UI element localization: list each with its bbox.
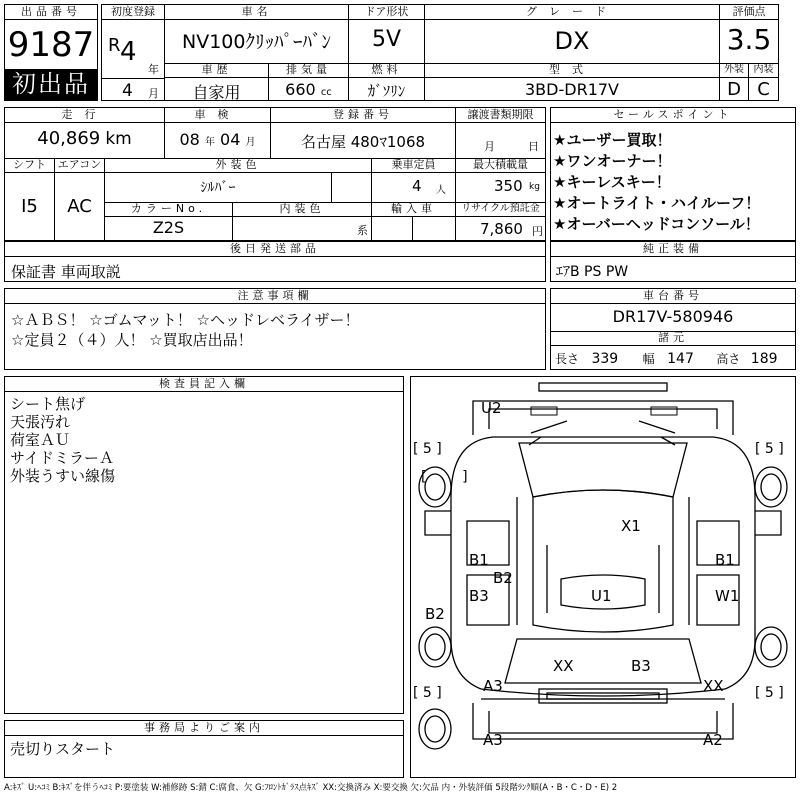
recycle-unit: 円: [532, 225, 543, 238]
color-no-value: Z2S: [152, 218, 185, 237]
shift-cell: [5, 158, 55, 240]
shift-label: シフト: [5, 158, 54, 173]
capacity-cell: [372, 158, 456, 202]
tire-mark-front-left: [ 5 ]: [413, 441, 442, 457]
fuel-cell: [349, 63, 425, 100]
transfer-label: 譲渡書類期限: [456, 108, 545, 123]
score-value: 3.5: [726, 23, 772, 56]
equipment-box: [550, 241, 796, 282]
header-grid: [101, 4, 779, 101]
lot-number-box: [4, 4, 98, 101]
ac-cell: [55, 158, 105, 240]
interior-color-label: 内装色: [233, 202, 371, 217]
door-cell: [349, 5, 425, 63]
mark-left-rear-door: B3: [469, 587, 489, 605]
legend-footer: A:ｷｽﾞ U:ﾍｺﾐ B:ｷｽﾞを伴うﾍｺﾐ P:要塗装 W:補修跡 S:錆 C:腐食、欠 G:ﾌﾛﾝﾄｶﾞﾗｽ点ｷｽﾞ XX:交換済み X:要交換 欠:欠品 内・外装評価 5段階ﾗﾝｸ順(A・B・C・D・E) 2: [4, 783, 618, 793]
exterior-color-value: ｼﾙﾊﾞｰ: [200, 180, 236, 196]
inspection-year: 08: [179, 130, 200, 149]
inspector-label: 検査員記入欄: [5, 377, 403, 392]
exterior-value: D: [727, 79, 741, 100]
exterior-color-label: 外装色: [105, 158, 371, 173]
color-no-cell: [105, 202, 233, 240]
door-value: 5V: [371, 27, 402, 52]
mark-right-front-door: B1: [715, 551, 735, 569]
mileage-label: 走行: [5, 108, 164, 123]
fuel-label: 燃料: [349, 63, 424, 78]
mark-rear-left: XX: [553, 657, 574, 675]
dims-label: 諸元: [551, 331, 795, 346]
mark-right-rear-corner: XX: [703, 677, 724, 695]
ac-label: エアコン: [55, 158, 104, 173]
width-label: 幅: [642, 352, 655, 366]
inspector-line: 外装うすい線傷: [10, 467, 116, 485]
sales-point: ★オートライト・ハイルーフ！: [553, 194, 761, 212]
documents-label: 後日発送部品: [5, 242, 545, 257]
capacity-label: 乗車定員: [372, 158, 455, 173]
transfer-cell: [456, 108, 545, 158]
reg-month: 4: [122, 81, 133, 101]
length-label: 長さ: [555, 352, 580, 366]
mark-left-front-door: B1: [469, 551, 489, 569]
mark-left-rear-corner: A3: [483, 677, 503, 695]
sales-point: ★オーバーヘッドコンソール！: [553, 215, 760, 233]
mark-left-sill: B2: [425, 605, 445, 623]
grade-cell: [425, 5, 720, 63]
exterior-label: 外装: [720, 63, 748, 78]
caution-line: ☆ＡＢＳ！ ☆ゴムマット！ ☆ヘッドレベライザー！: [11, 311, 360, 329]
reg-year: 4: [120, 37, 137, 67]
displacement-label: 排気量: [269, 63, 348, 78]
spare-tire-bracket: [ ]: [421, 469, 468, 485]
caution-label: 注意事項欄: [5, 289, 545, 304]
month-unit: 月: [148, 87, 159, 100]
sales-point: ★ユーザー買取！: [553, 131, 672, 149]
plate-cell: [271, 108, 456, 158]
inspection-month: 04: [220, 130, 241, 149]
inspector-line: サイドミラーＡ: [10, 449, 114, 467]
length-value: 339: [591, 351, 619, 367]
transfer-day-unit: 日: [528, 140, 539, 153]
car-name: NV100ｸﾘｯﾊﾟｰﾊﾞﾝ: [182, 31, 331, 53]
door-label: ドア形状: [349, 5, 424, 20]
vehicle-info-grid: [4, 107, 546, 241]
sales-points-label: セールスポイント: [551, 108, 795, 123]
inspector-line: 荷室ＡＵ: [10, 431, 71, 449]
mark-right-rear-door: W1: [715, 587, 740, 605]
inspector-line: 天張汚れ: [10, 413, 71, 431]
interior-label: 内装: [749, 63, 778, 78]
plate-value: 名古屋 480ﾏ1068: [300, 133, 426, 151]
office-value: 売切りスタート: [10, 740, 116, 758]
inspector-box: [4, 376, 404, 714]
chassis-label: 車台番号: [551, 289, 795, 304]
plate-label: 登録番号: [271, 108, 455, 123]
tire-mark-rear-left: [ 5 ]: [413, 685, 442, 701]
lot-number: 9187: [7, 25, 95, 65]
height-label: 高さ: [716, 352, 741, 366]
mark-rear-right: B3: [631, 657, 651, 675]
car-name-label: 車名: [165, 5, 348, 20]
recycle-value: 7,860: [480, 220, 523, 238]
mark-rear-bumper-right: A2: [703, 731, 723, 749]
car-outline: [411, 377, 795, 777]
history-cell: [165, 63, 269, 100]
color-no-label: カラーNo.: [105, 202, 232, 217]
recycle-label: リサイクル預託金: [456, 202, 545, 217]
interior-color-unit: 系: [357, 224, 368, 237]
ac-value: AC: [67, 196, 92, 217]
reg-era: R: [108, 35, 121, 56]
mark-roof: U1: [591, 587, 612, 605]
displacement-unit: cc: [320, 87, 332, 98]
inspection-year-unit: 年: [204, 137, 215, 148]
damage-diagram: [410, 376, 796, 778]
mark-front-bumper: U2: [481, 399, 502, 417]
interior-value: C: [757, 79, 770, 100]
grade-label: グレード: [425, 5, 719, 20]
sales-points-box: [550, 107, 796, 241]
office-label: 事務局よりご案内: [5, 721, 403, 736]
score-cell: [720, 5, 778, 63]
history-label: 車歴: [165, 63, 268, 78]
chassis-value: DR17V-580946: [612, 307, 734, 326]
model-cell: [425, 63, 720, 100]
load-cell: [456, 158, 545, 202]
first-registration-label: 初度登録: [102, 5, 164, 20]
sales-point: ★ワンオーナー！: [553, 152, 672, 170]
caution-line: ☆定員２（４）人！ ☆買取店出品！: [11, 331, 253, 349]
exterior-cell: [720, 63, 749, 100]
equipment-value: ｴｱB PS PW: [556, 264, 629, 280]
history-value: 自家用: [192, 83, 241, 102]
documents-box: [4, 241, 546, 282]
load-label: 最大積載量: [456, 158, 545, 173]
equipment-label: 純正装備: [551, 242, 795, 257]
first-registration-cell: [102, 5, 165, 100]
height-value: 189: [750, 351, 778, 367]
caution-box: [4, 288, 546, 370]
mileage-value: 40,869: [37, 128, 101, 149]
inspector-line: シート焦げ: [10, 395, 86, 413]
first-listing-badge: [5, 69, 97, 100]
model-label: 型式: [425, 63, 719, 78]
model-value: 3BD-DR17V: [525, 80, 619, 99]
interior-color-cell: [233, 202, 372, 240]
mark-rear-bumper-left: A3: [483, 731, 503, 749]
sales-point-list: [553, 130, 795, 235]
import-label: 輸入車: [372, 202, 455, 217]
displacement-cell: [269, 63, 349, 100]
mark-x1: X1: [621, 517, 641, 535]
displacement-value: 660: [285, 80, 316, 99]
inspection-month-unit: 月: [245, 137, 256, 148]
load-unit: kg: [529, 182, 540, 192]
load-value: 350: [494, 177, 523, 195]
first-listing-text: 初出品: [12, 70, 90, 98]
interior-cell: [749, 63, 778, 100]
width-value: 147: [667, 351, 694, 367]
recycle-cell: [456, 202, 545, 240]
mileage-cell: [5, 108, 165, 158]
car-name-cell: [165, 5, 349, 63]
chassis-box: [550, 288, 796, 370]
sales-point: ★キーレスキー！: [553, 173, 671, 191]
score-label: 評価点: [720, 5, 778, 20]
inspection-cell: [165, 108, 271, 158]
inspector-notes: [10, 395, 115, 485]
exterior-color-cell: [105, 158, 372, 202]
capacity-value: 4: [412, 177, 422, 195]
tire-mark-front-right: [ 5 ]: [755, 441, 784, 457]
import-cell: [372, 202, 456, 240]
grade-value: DX: [554, 27, 590, 55]
lot-number-label: 出品番号: [5, 5, 97, 20]
mileage-unit: km: [105, 129, 132, 149]
tire-mark-rear-right: [ 5 ]: [755, 685, 784, 701]
shift-value: I5: [21, 196, 38, 217]
office-box: [4, 720, 404, 778]
capacity-unit: 人: [436, 185, 446, 196]
inspection-label: 車検: [165, 108, 270, 123]
documents-value: 保証書 車両取説: [11, 263, 121, 281]
fuel-value: ｶﾞｿﾘﾝ: [367, 82, 406, 100]
mark-left-b2: B2: [493, 569, 513, 587]
transfer-month-unit: 月: [484, 140, 495, 153]
year-unit: 年: [148, 63, 159, 76]
